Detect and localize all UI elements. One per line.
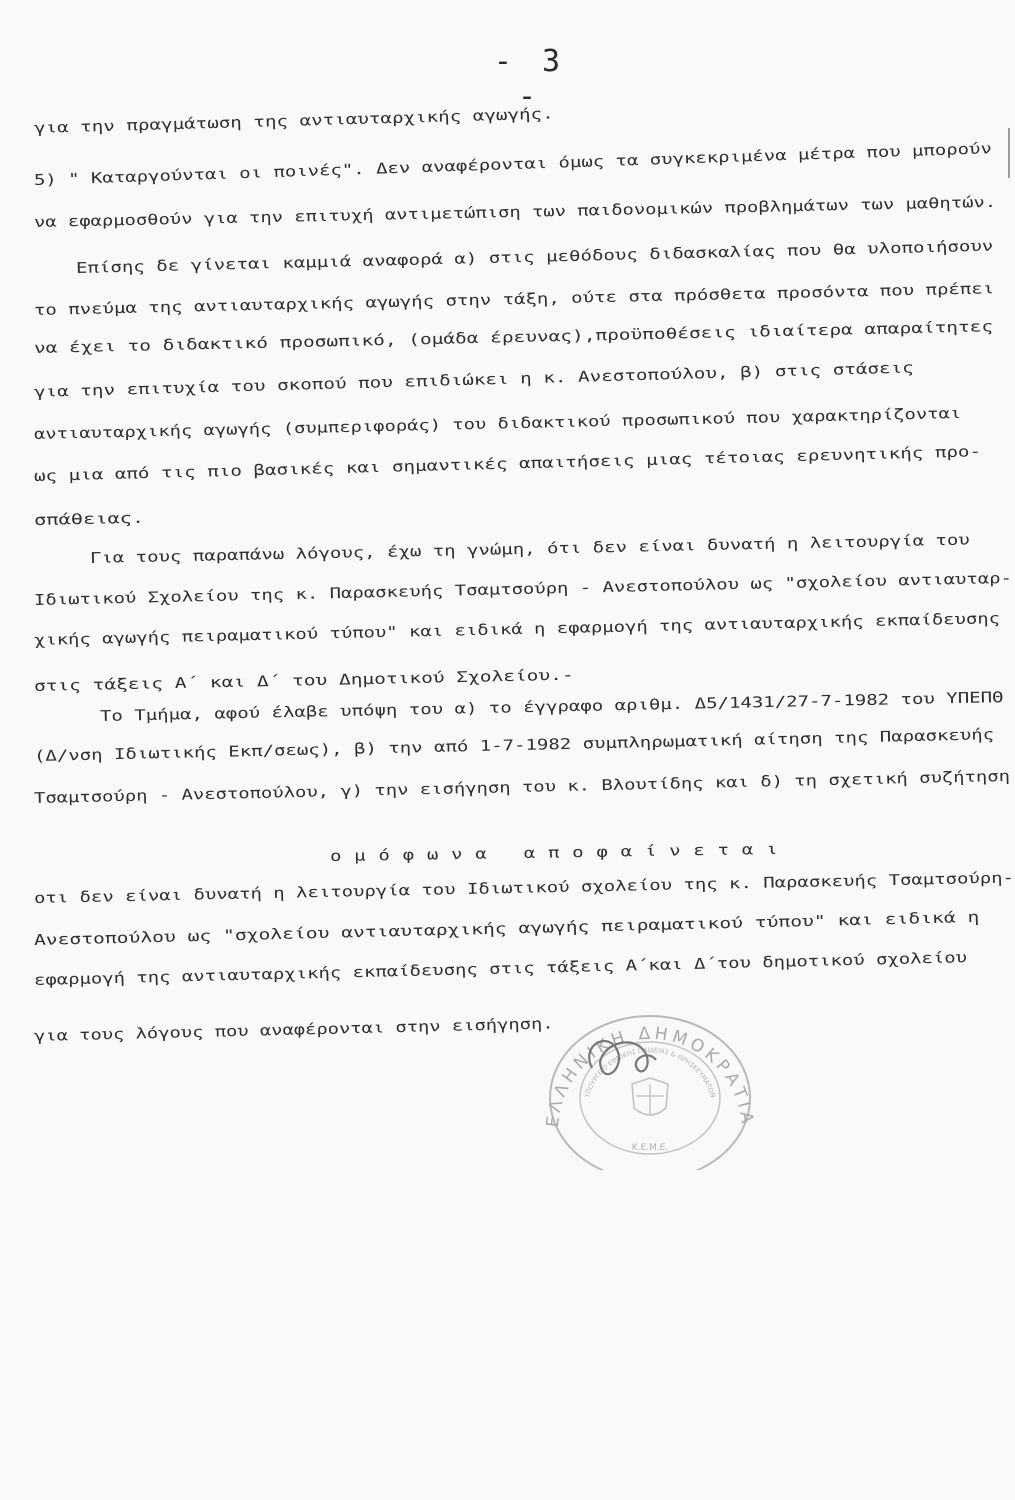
text-line-5: το πνεύμα της αντιαυταρχικής αγωγής στην τάξη, ούτε στα πρόσθετα προσόντα που πρέπει — [33, 280, 995, 319]
text-line-20: Ανεστοπούλου ως "σχολείου αντιαυταρχικής αγωγής πειραματικού τύπου" και ειδικά η — [33, 908, 980, 949]
text-line-7: για την επιτυχία του σκοπού που επιδιώκει η κ. Ανεστοπούλου, β) στις στάσεις — [33, 359, 914, 401]
text-line-17: Τσαμτσούρη - Ανεστοπούλου, γ) την εισήγηση του κ. Βλουτίδης και δ) τη σχετική συζήτηση — [33, 767, 1011, 807]
text-line-15: Το Τμήμα, αφού έλαβε υπόψη του α) το έγγραφο αριθμ. Δ5/1431/27-7-1982 του ΥΠΕΠΘ — [99, 689, 1004, 725]
coat-of-arms-icon — [632, 1078, 668, 1115]
text-line-14: στις τάξεις Α΄ και Δ΄ του Δημοτικού Σχολείου.- — [33, 666, 574, 695]
text-line-4: Επίσης δε γίνεται καμμιά αναφορά α) στις μεθόδους διδασκαλίας που θα υλοποιήσουν — [75, 237, 994, 277]
text-line-2: 5) " Καταργούνται οι ποινές". Δεν αναφέρονται όμως τα συγκεκριμένα μέτρα που μπορούν — [33, 140, 993, 189]
text-line-21: εφαρμογή της αντιαυταρχικής εκπαίδευσης στις τάξεις Α΄και Δ΄του δημοτικού σχολείου — [33, 949, 968, 989]
text-line-22: για τους λόγους που αναφέρονται στην εισήγηση. — [33, 1015, 554, 1045]
margin-mark — [1008, 128, 1010, 178]
text-line-10: σπάθειας. — [33, 509, 145, 529]
text-line-3: να εφαρμοσθούν για την επιτυχή αντιμετώπιση των παιδονομικών προβλημάτων των μαθητών. — [33, 193, 997, 231]
text-line-18: ομόφωνα αποφαίνεται — [329, 840, 791, 865]
page-number: - 3 - — [493, 44, 567, 114]
stamp-outer-text: ΕΛΛΗΝΙΚΗ ΔΗΜΟΚΡΑΤΙΑ — [542, 1023, 758, 1129]
stamp-inner-text: ΥΠΟΥΡΓΕΙΟ ΕΘΝΙΚΗΣ ΠΑΙΔΕΙΑΣ & ΘΡΗΣΚΕΥΜΑΤΩΝ — [582, 1046, 718, 1099]
stamp-bottom-text: Κ.Ε.Μ.Ε. — [631, 1143, 669, 1153]
text-line-19: οτι δεν είναι δυνατή η λειτουργία του Ιδιωτικού σχολείου της κ. Παρασκευής Τσαμτσούρη- — [33, 869, 1015, 907]
text-line-11: Για τους παραπάνω λόγους, έχω τη γνώμη, ότι δεν είναι δυνατή η λειτουργία του — [89, 531, 970, 567]
text-line-1: για την πραγμάτωση της αντιαυταρχικής αγωγής. — [33, 105, 554, 137]
text-line-13: χικής αγωγής πειραματικού τύπου" και ειδικά η εφαρμογή της αντιαυταρχικής εκπαίδευσης — [33, 610, 1001, 649]
text-line-16: (Δ/νση Ιδιωτικής Εκπ/σεως), β) την από 1-7-1982 συμπληρωματική αίτηση της Παρασκευής — [33, 726, 995, 765]
text-line-9: ως μια από τις πιο βασικές και σημαντικές απαιτήσεις μιας τέτοιας ερευνητικής προ- — [33, 443, 982, 485]
official-stamp — [540, 1000, 760, 1170]
text-line-6: να έχει το διδακτικό προσωπικό, (ομάδα έρευνας),προϋποθέσεις ιδιαίτερα απαραίτητες — [33, 318, 994, 357]
text-line-12: Ιδιωτικού Σχολείου της κ. Παρασκευής Τσαμτσούρη - Ανεστοπούλου ως "σχολείου αντιαυταρ- — [33, 569, 1013, 609]
text-line-8: αντιαυταρχικής αγωγής (συμπεριφοράς) του διδακτικού προσωπικού που χαρακτηρίζονται — [33, 404, 962, 443]
